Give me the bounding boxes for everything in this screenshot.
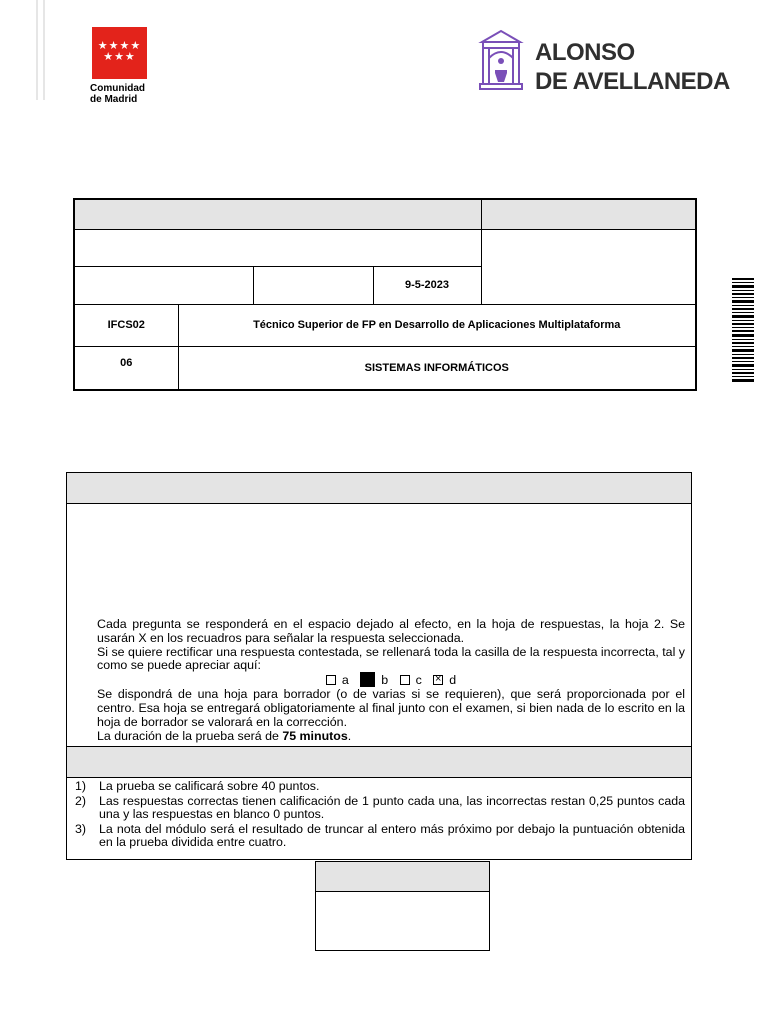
module-code: 06 (74, 346, 178, 390)
choice-label: a (341, 672, 349, 687)
comunidad-madrid-flag-icon (92, 27, 147, 79)
instructions-paragraph: Cada pregunta se responderá en el espacio dejado al efecto, en la hoja de respuestas, la hoja 2. Se usarán X en los recuadros para señalar la respuesta seleccionada. (97, 617, 685, 645)
margin-line (36, 0, 38, 100)
alonso-de-avellaneda-logo-text (535, 38, 730, 96)
grading-header (67, 746, 691, 778)
item-number: 1) (75, 779, 87, 793)
name-header-cell (74, 199, 481, 229)
logo-line-2: DE AVELLANEDA (535, 68, 730, 95)
grade-field[interactable] (481, 229, 696, 304)
empty-checkbox-icon (400, 675, 410, 685)
name-field[interactable] (74, 229, 481, 266)
margin-line (43, 0, 45, 100)
choice-label: d (449, 672, 457, 687)
choice-label: c (415, 672, 422, 687)
grading-criteria-list (75, 780, 685, 851)
filled-checkbox-icon (360, 672, 375, 687)
module-name: SISTEMAS INFORMÁTICOS (178, 346, 696, 390)
logo-line-2: de Madrid (90, 94, 138, 105)
logo-line-1: Comunidad (90, 83, 145, 94)
item-number: 3) (75, 821, 87, 836)
duration-prefix: La duración de la prueba será de (97, 728, 283, 743)
signature-field[interactable] (253, 266, 373, 304)
exam-info-table (73, 198, 697, 391)
barcode-icon (732, 278, 754, 384)
instructions-paragraph: Si se quiere rectificar una respuesta contestada, se rellenará toda la casilla de la respuesta incorrecta, tal y como se puede apreciar aquí: (97, 644, 685, 673)
comunidad-madrid-logo-text (90, 83, 145, 105)
item-text: Las respuestas correctas tienen calificación de 1 punto cada una, las incorrectas restan 0,25 puntos cada una y las respuestas en blanco 0 puntos. (99, 793, 685, 822)
duration-line (97, 730, 685, 744)
final-grade-box (315, 861, 490, 951)
list-item (75, 780, 685, 794)
instructions-header (67, 473, 691, 504)
final-grade-header (316, 862, 489, 892)
instructions-paragraph: Se dispondrá de una hoja para borrador (o de varias si se requieren), que será proporcionada por el centro. Esa hoja se entregará obligatoriamente al final junto con el examen, si bien nada de lo escrito en la hoja de borrador se valorará en la corrección. (97, 687, 685, 729)
grade-header-cell (481, 199, 696, 229)
list-item (75, 795, 685, 822)
item-text: La prueba se calificará sobre 40 puntos. (99, 779, 320, 793)
choice-label: b (381, 672, 389, 687)
alonso-de-avellaneda-emblem-icon (478, 28, 524, 90)
correction-example (97, 673, 685, 688)
duration-value: 75 minutos (282, 728, 348, 743)
dni-field[interactable] (74, 266, 253, 304)
crossed-checkbox-icon (433, 675, 443, 685)
cycle-code: IFCS02 (74, 304, 178, 346)
instructions-box (66, 472, 692, 860)
logo-line-1: ALONSO (535, 39, 635, 66)
cycle-name: Técnico Superior de FP en Desarrollo de Aplicaciones Multiplataforma (178, 304, 696, 346)
duration-suffix: . (347, 728, 352, 743)
item-number: 2) (75, 793, 87, 808)
list-item (75, 823, 685, 850)
item-text: La nota del módulo será el resultado de truncar al entero más próximo por debajo la puntuación obtenida en la prueba dividida entre cuatro. (99, 821, 685, 850)
exam-date: 9-5-2023 (373, 266, 481, 304)
stars-icon: ★★★★ ★★★ (97, 40, 142, 63)
instructions-text (97, 618, 685, 743)
empty-checkbox-icon (326, 675, 336, 685)
